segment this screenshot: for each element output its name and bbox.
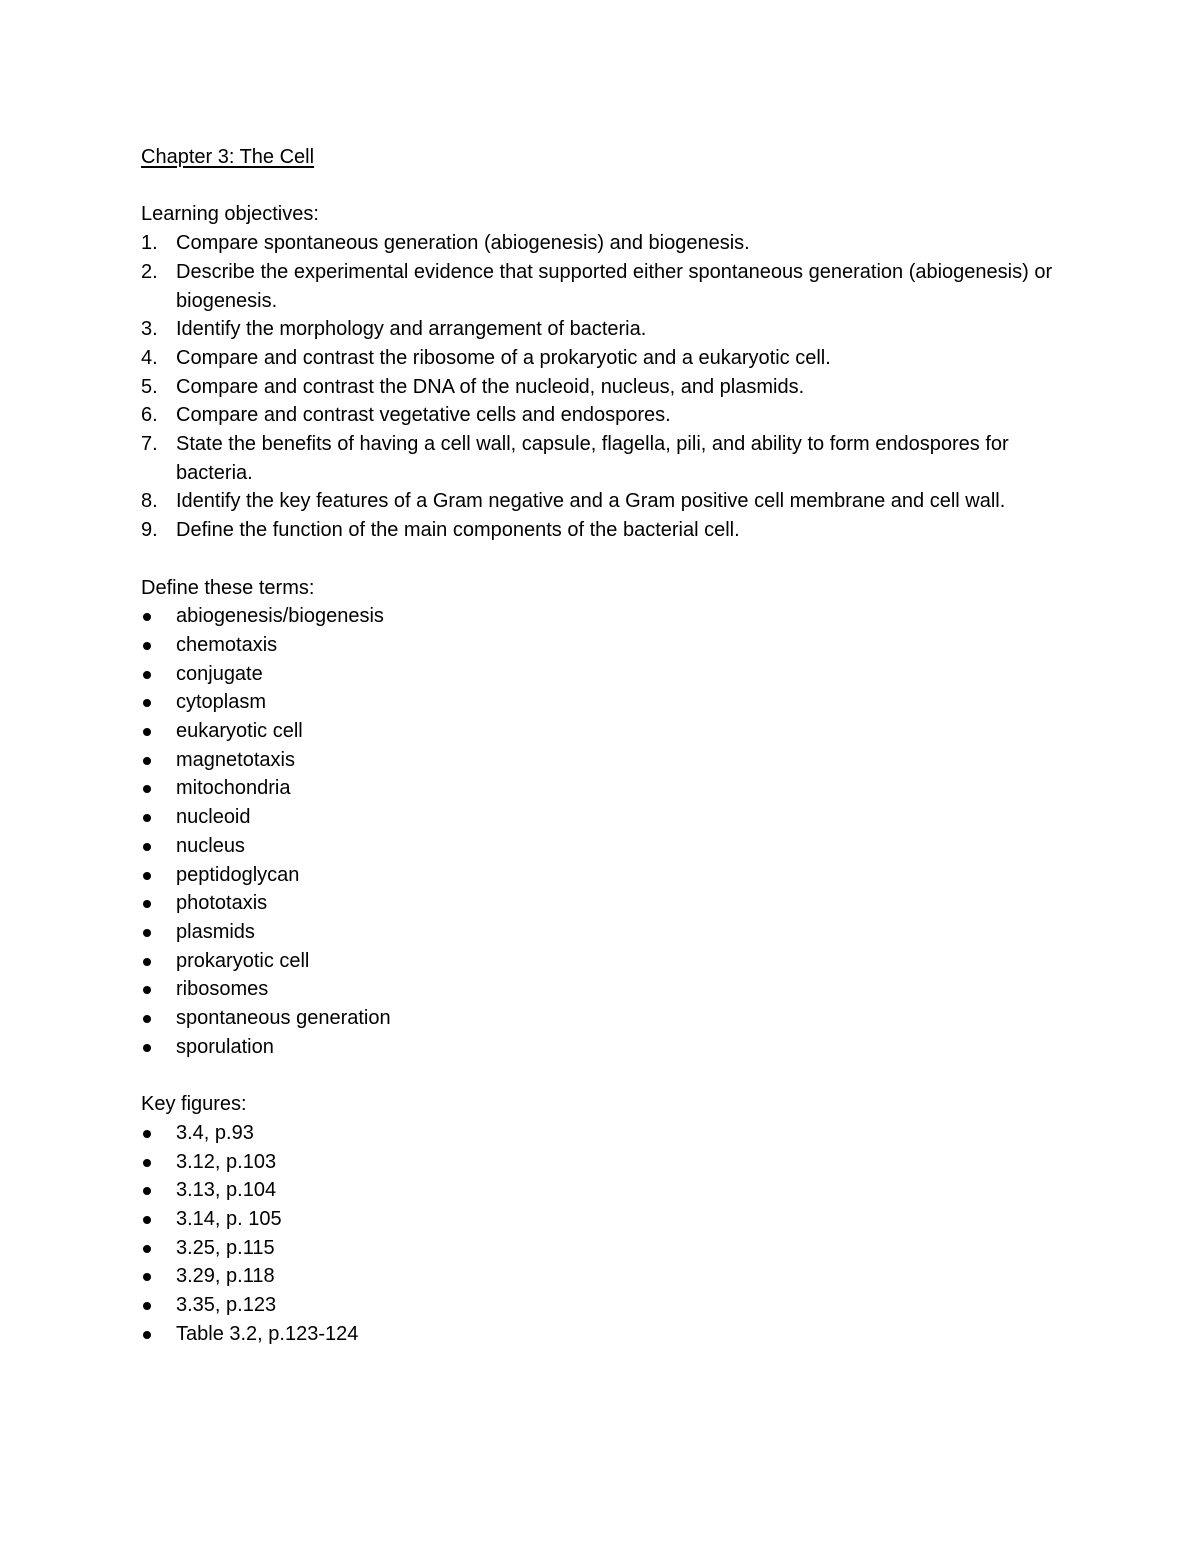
term-item xyxy=(141,975,1061,1004)
objective-item xyxy=(141,315,1061,344)
term-text: sporulation xyxy=(176,1035,274,1058)
objective-number: 1. xyxy=(141,232,158,255)
bullet-icon xyxy=(143,900,151,908)
objective-item xyxy=(141,516,1061,545)
bullet-icon xyxy=(143,872,151,880)
document-page xyxy=(141,143,1061,1348)
term-text: prokaryotic cell xyxy=(176,949,310,972)
figure-item xyxy=(141,1148,1061,1177)
figure-text: 3.29, p.118 xyxy=(176,1265,275,1288)
figure-item xyxy=(141,1119,1061,1148)
bullet-icon xyxy=(143,1187,151,1195)
spacer xyxy=(141,172,1061,201)
bullet-icon xyxy=(143,1159,151,1167)
term-item xyxy=(141,660,1061,689)
objective-text: Compare and contrast the ribosome of a prokaryotic and a eukaryotic cell. xyxy=(176,346,831,369)
objective-text: Compare and contrast the DNA of the nucleoid, nucleus, and plasmids. xyxy=(176,375,805,398)
objective-number: 2. xyxy=(141,260,158,283)
bullet-icon xyxy=(143,1273,151,1281)
terms-heading: Define these terms: xyxy=(141,576,315,599)
figure-text: Table 3.2, p.123-124 xyxy=(176,1322,359,1345)
term-item xyxy=(141,947,1061,976)
figure-text: 3.12, p.103 xyxy=(176,1150,277,1173)
objective-text: Identify the key features of a Gram negative and a Gram positive cell membrane and cell wall. xyxy=(176,490,1006,513)
objective-item xyxy=(141,430,1061,487)
objective-item xyxy=(141,258,1061,315)
term-item xyxy=(141,803,1061,832)
term-item xyxy=(141,717,1061,746)
bullet-icon xyxy=(143,958,151,966)
term-text: nucleoid xyxy=(176,806,251,829)
objective-item xyxy=(141,401,1061,430)
term-item xyxy=(141,631,1061,660)
objective-number: 9. xyxy=(141,519,158,542)
term-item xyxy=(141,1033,1061,1062)
objective-number: 6. xyxy=(141,404,158,427)
spacer xyxy=(141,545,1061,574)
bullet-icon xyxy=(143,757,151,765)
terms-list xyxy=(141,602,1061,1061)
term-text: eukaryotic cell xyxy=(176,720,303,743)
objectives-list xyxy=(141,229,1061,545)
objective-number: 3. xyxy=(141,318,158,341)
figures-list xyxy=(141,1119,1061,1349)
figure-item xyxy=(141,1234,1061,1263)
objective-text: Compare and contrast vegetative cells and endospores. xyxy=(176,404,671,427)
bullet-icon xyxy=(143,613,151,621)
term-item xyxy=(141,832,1061,861)
bullet-icon xyxy=(143,728,151,736)
objective-item xyxy=(141,487,1061,516)
bullet-icon xyxy=(143,1216,151,1224)
objective-number: 5. xyxy=(141,375,158,398)
term-item xyxy=(141,918,1061,947)
bullet-icon xyxy=(143,1245,151,1253)
term-text: cytoplasm xyxy=(176,691,267,714)
bullet-icon xyxy=(143,699,151,707)
bullet-icon xyxy=(143,843,151,851)
bullet-icon xyxy=(143,1331,151,1339)
bullet-icon xyxy=(143,929,151,937)
bullet-icon xyxy=(143,1302,151,1310)
figure-text: 3.35, p.123 xyxy=(176,1294,277,1317)
term-text: chemotaxis xyxy=(176,633,278,656)
term-text: spontaneous generation xyxy=(176,1007,391,1030)
objective-text: State the benefits of having a cell wall, capsule, flagella, pili, and ability to form endospores for bacteria. xyxy=(176,433,1009,484)
figure-item xyxy=(141,1262,1061,1291)
bullet-icon xyxy=(143,1130,151,1138)
bullet-icon xyxy=(143,1015,151,1023)
page-title: Chapter 3: The Cell xyxy=(141,146,315,168)
term-text: peptidoglycan xyxy=(176,863,300,886)
term-item xyxy=(141,889,1061,918)
figure-text: 3.14, p. 105 xyxy=(176,1207,282,1230)
figure-item xyxy=(141,1176,1061,1205)
figures-heading: Key figures: xyxy=(141,1093,247,1116)
objective-item xyxy=(141,344,1061,373)
bullet-icon xyxy=(143,1044,151,1052)
objective-number: 8. xyxy=(141,490,158,513)
term-item xyxy=(141,602,1061,631)
objective-item xyxy=(141,229,1061,258)
spacer xyxy=(141,1061,1061,1090)
bullet-icon xyxy=(143,814,151,822)
figure-item xyxy=(141,1320,1061,1349)
objective-item xyxy=(141,373,1061,402)
term-text: phototaxis xyxy=(176,892,268,915)
objective-text: Define the function of the main components of the bacterial cell. xyxy=(176,519,740,542)
term-text: nucleus xyxy=(176,834,245,857)
term-text: magnetotaxis xyxy=(176,748,295,771)
figure-item xyxy=(141,1205,1061,1234)
objectives-heading: Learning objectives: xyxy=(141,203,319,226)
bullet-icon xyxy=(143,986,151,994)
objective-number: 4. xyxy=(141,346,158,369)
term-text: conjugate xyxy=(176,662,263,685)
term-item xyxy=(141,746,1061,775)
bullet-icon xyxy=(143,785,151,793)
figure-item xyxy=(141,1291,1061,1320)
bullet-icon xyxy=(143,671,151,679)
term-text: abiogenesis/biogenesis xyxy=(176,605,384,628)
figure-text: 3.25, p.115 xyxy=(176,1236,275,1259)
term-item xyxy=(141,688,1061,717)
objective-text: Describe the experimental evidence that supported either spontaneous generation (abiogenesis) or biogenesis. xyxy=(176,260,1053,312)
figure-text: 3.4, p.93 xyxy=(176,1121,254,1144)
term-text: plasmids xyxy=(176,920,255,943)
objective-text: Identify the morphology and arrangement of bacteria. xyxy=(176,318,647,341)
term-item xyxy=(141,861,1061,890)
figure-text: 3.13, p.104 xyxy=(176,1179,277,1202)
term-text: ribosomes xyxy=(176,978,269,1001)
objective-number: 7. xyxy=(141,433,158,456)
term-text: mitochondria xyxy=(176,777,291,800)
term-item xyxy=(141,774,1061,803)
term-item xyxy=(141,1004,1061,1033)
objective-text: Compare spontaneous generation (abiogenesis) and biogenesis. xyxy=(176,232,750,255)
bullet-icon xyxy=(143,642,151,650)
